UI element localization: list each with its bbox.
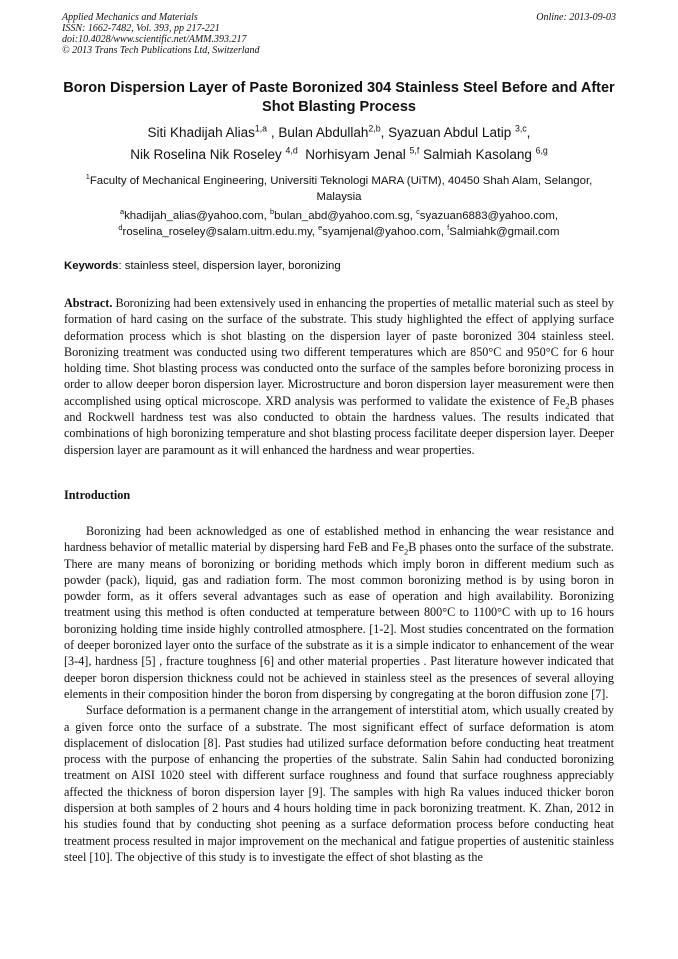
paragraph-text: B phases onto the surface of the substrate. There are many means of boronizing or boriding methods which imply boron in different medium such as powder (pack), liquid, gas and radiation form. The most common boronizing method is by using boron in powder form, as it offers several advantages such as ease of operation and high availability. Boronizing treatment using this method is often conducted at temperature between 800°C to 1100°C with up to 16 hours boronizing holding time inside highly controlled atmosphere. [1-2]. Most studies concentrated on the formation of deeper boronized layer onto the surface of the substrate as it is a simple indicator to enhancement of the wear [3-4], hardness [5] , fracture toughness [6] and other material properties . Past literature however indicated that deeper boron dispersion thickness could not be achieved in stainless steel as the presences of several alloying elements in their composition hinder the boron from dispersing by congregating at the boron diffusion zone [7]. xyxy=(64,540,614,701)
paragraph: Surface deformation is a permanent change in the arrangement of interstitial atom, which usually created by a given force onto the surface of a substrate. The most significant effect of surface deformation is atom displacement of dislocation [8]. Past studies had utilized surface deformation before conducting heat treatment process with the purpose of enhancing the properties of the substrate. Salin Sahin had conducted boronizing treatment on AISI 1020 steel with different surface roughness and found that surface roughness appreciably affected the thickness of boron dispersion layer [9]. The samples with high Ra values induced thicker boron dispersion at both samples of 2 hours and 4 hours holding time in pack boronizing treatment. K. Zhan, 2012 in his studies found that by conducting shot peening as a surface deformation process before conducting heat treatment process resulted in major improvement on the mechanical and fatigue properties of austenitic stainless steel [10]. The objective of this study is to investigate the effect of shot blasting as the xyxy=(64,703,614,864)
affiliation xyxy=(70,173,608,205)
paragraph xyxy=(64,523,614,702)
email-link[interactable]: khadijah_alias@yahoo.com xyxy=(124,210,264,222)
keywords xyxy=(64,259,614,274)
author-name: Siti Khadijah Alias xyxy=(147,125,255,140)
email-link[interactable]: Salmiahk@gmail.com xyxy=(449,226,560,238)
abstract-text: Boronizing had been extensively used in enhancing the properties of metallic material such as steel by formation of hard casing on the surface of the substrate. This study highlighted the effect of applying surface deformation process which is shot blasting on the dispersion layer of paste boronized 304 stainless steel. Boronizing treatment was conducted using two different temperatures which are 850°C and 950°C for 6 hour holding time. Shot blasting process was conducted onto the surface of the samples before boronizing process in order to allow deeper boron dispersion layer. Microstructure and boron dispersion layer measurement were then accomplished using optical microscope. XRD analysis was performed to validate the existence of Fe xyxy=(64,296,614,408)
author-superscript: 4,d xyxy=(285,145,298,156)
author-name: Nik Roselina Nik Roseley xyxy=(130,147,286,162)
author-name: Norhisyam Jenal xyxy=(305,147,410,162)
subscript: 2 xyxy=(404,546,409,557)
author-superscript: 1,a xyxy=(254,123,268,134)
paper-title: Boron Dispersion Layer of Paste Boronized 304 Stainless Steel Before and After Shot Blasting Process xyxy=(63,80,615,115)
journal-issn: ISSN: 1662-7482, Vol. 393, pp 217-221 xyxy=(62,23,220,34)
journal-doi: doi:10.4028/www.scientific.net/AMM.393.217 xyxy=(62,34,247,45)
affiliation-text: Faculty of Mechanical Engineering, Universiti Teknologi MARA (UiTM), 40450 Shah Alam, Selangor, Malaysia xyxy=(89,175,593,203)
email-link[interactable]: bulan_abd@yahoo.com.sg xyxy=(274,210,410,222)
email-link[interactable]: syamjenal@yahoo.com xyxy=(322,226,441,238)
author-name: Salmiah Kasolang xyxy=(423,147,536,162)
abstract-text: B phases and Rockwell hardness test was also conducted to obtain the hardness values. The results indicated that combinations of high boronizing temperature and shot blasting process facilitate deeper dispersion layer. Deeper dispersion layer are paramount as it will enhanced the hardness and wear properties. xyxy=(64,393,614,457)
author-name: Bulan Abdullah xyxy=(278,125,369,140)
journal-header xyxy=(62,12,616,56)
online-date: Online: 2013-09-03 xyxy=(536,12,616,23)
author-list: Siti Khadijah Alias$^{1,a}$ , Bulan Abdullah$^{2,b}$, Syazuan Abdul Latip $^{3,c}$, Nik Roselina Nik Roseley $^{4,d}$ Norhisyam Jenal $^{5,f}$ Salmiah Kasolang $^{6,g}$ xyxy=(130,123,548,162)
paragraph-text: Boronizing had been acknowledged as one of established method in enhancing the wear resistance and hardness behavior of metallic material by dispersing hard FeB and Fe xyxy=(64,524,614,555)
author-superscript: 2,b xyxy=(368,123,381,134)
abstract-label: Abstract. xyxy=(64,296,113,310)
keywords-label: Keywords xyxy=(64,260,119,272)
subscript: 2 xyxy=(565,400,570,411)
section-heading: Introduction xyxy=(64,488,131,502)
author-superscript: 5,f xyxy=(409,145,420,156)
author-emails: $^a$khadijah_alias@yahoo.com, $^b$bulan_abd@yahoo.com.sg, $^c$syazuan6883@yahoo.com, $^d$roselina_roseley@salam.uitm.edu.my, $^e$syamjenal@yahoo.com, $^f$Salmiahk@gmail.com xyxy=(118,207,560,238)
journal-copyright: © 2013 Trans Tech Publications Ltd, Switzerland xyxy=(62,45,260,56)
email-link[interactable]: roselina_roseley@salam.uitm.edu.my xyxy=(122,226,312,238)
author-superscript: 3,c xyxy=(514,123,527,134)
email-link[interactable]: syazuan6883@yahoo.com xyxy=(419,210,555,222)
introduction-body xyxy=(64,523,614,865)
author-name: Syazuan Abdul Latip xyxy=(388,125,515,140)
journal-name: Applied Mechanics and Materials xyxy=(62,12,198,23)
keywords-text: : stainless steel, dispersion layer, boronizing xyxy=(118,260,341,272)
affiliation-superscript: 1 xyxy=(85,172,90,182)
abstract xyxy=(64,295,614,458)
author-superscript: 6,g xyxy=(535,145,548,156)
